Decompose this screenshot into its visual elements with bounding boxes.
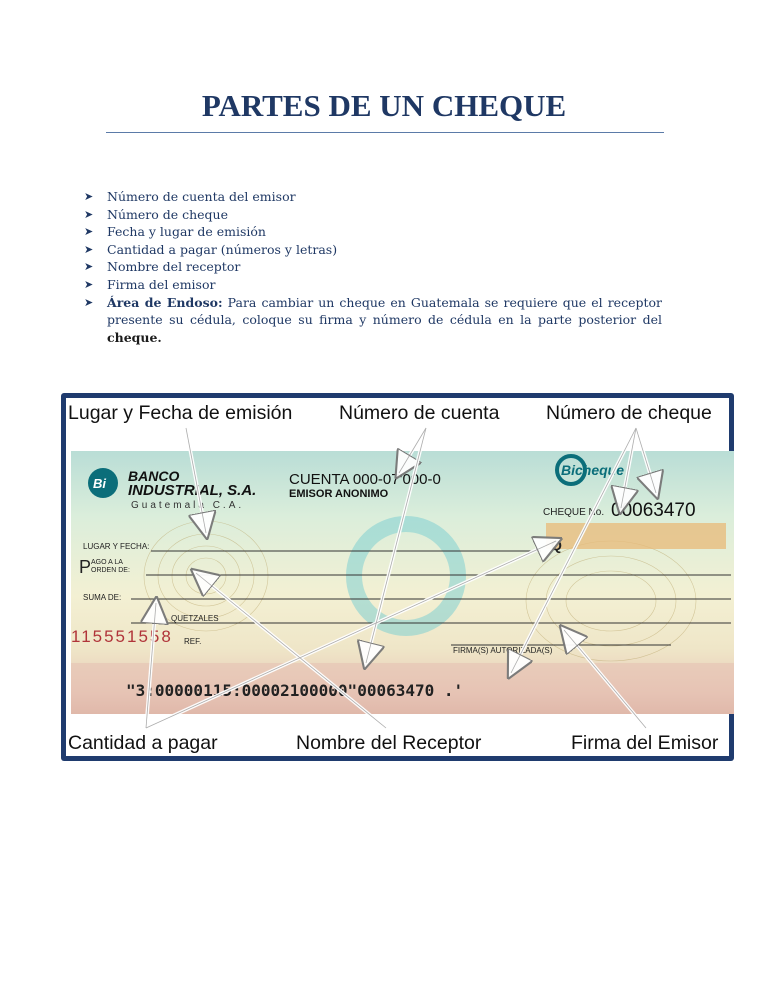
list-item-endoso — [84, 294, 662, 347]
label-firma: Firma del Emisor — [571, 732, 719, 754]
field-suma: SUMA DE: — [83, 593, 122, 602]
annotation-arrows — [66, 398, 729, 756]
figure-panel — [66, 398, 729, 756]
check-number: 00063470 — [611, 500, 696, 521]
label-numero-cheque: Número de cheque — [546, 402, 712, 424]
field-q-sign: Q — [551, 537, 562, 553]
check-serial: 115551558 — [71, 627, 173, 646]
field-firma: FIRMA(S) AUTORIZADA(S) — [453, 646, 553, 655]
arrow-bullet-icon: ➤ — [84, 225, 94, 239]
check-issuer: EMISOR ANONIMO — [289, 488, 389, 500]
endoso-text: Para cambiar un cheque en Guatemala se requiere que el receptor presente su cédula, coloque su firma y número de cédula en la parte posterior del — [107, 294, 662, 328]
field-pagar-letter: P — [79, 557, 92, 577]
check-figure — [61, 393, 734, 761]
micr-line: "3:00000115:00002100000"00063470 .' — [126, 681, 464, 700]
list-item: ➤ Fecha y lugar de emisión — [84, 224, 266, 240]
bicheque-logo: Bicheque — [561, 462, 625, 478]
field-ref: REF. — [184, 637, 202, 646]
bank-name-line2: INDUSTRIAL, S.A. — [128, 482, 257, 499]
bank-logo-mark: Bi — [93, 476, 106, 491]
arrow-bullet-icon: ➤ — [84, 295, 94, 309]
title-underline — [106, 132, 664, 133]
label-numero-cuenta: Número de cuenta — [339, 402, 500, 424]
list-item: ➤ Número de cheque — [84, 206, 228, 222]
check-account: CUENTA 000-07'000-0 — [289, 471, 441, 488]
field-pagar-top: AGO A LA — [91, 559, 123, 566]
endoso-text-end: cheque. — [107, 329, 162, 345]
arrow-bullet-icon: ➤ — [84, 277, 94, 291]
arrow-bullet-icon: ➤ — [84, 242, 94, 256]
list-item: ➤ Número de cuenta del emisor — [84, 189, 296, 204]
arrow-bullet-icon: ➤ — [84, 207, 94, 221]
page-title: PARTES DE UN CHEQUE — [201, 88, 567, 123]
field-quetzales: QUETZALES — [171, 614, 219, 623]
arrow-bullet-icon: ➤ — [84, 260, 94, 274]
parts-list — [84, 188, 662, 346]
check-no-label: CHEQUE No. — [543, 507, 605, 518]
bank-city: Guatemala C.A. — [131, 500, 245, 511]
arrow-bullet-icon: ➤ — [84, 190, 94, 203]
list-item: ➤ Cantidad a pagar (números y letras) — [84, 241, 338, 257]
bank-name-line1: BANCO — [128, 468, 180, 484]
label-lugar-fecha: Lugar y Fecha de emisión — [68, 402, 293, 424]
field-lugar-fecha: LUGAR Y FECHA: — [83, 542, 150, 551]
label-receptor: Nombre del Receptor — [296, 732, 482, 754]
endoso-label: Área de Endoso: — [107, 294, 223, 310]
label-cantidad: Cantidad a pagar — [68, 732, 218, 754]
list-item: ➤ Nombre del receptor — [84, 259, 241, 275]
list-item: ➤ Firma del emisor — [84, 276, 216, 292]
field-pagar-bottom: ORDEN DE: — [91, 567, 130, 574]
